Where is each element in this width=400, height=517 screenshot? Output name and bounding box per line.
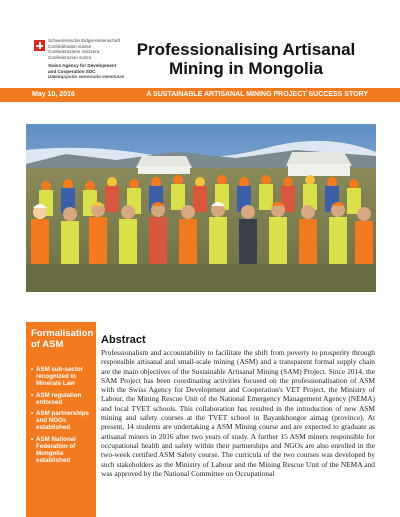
- confederation-name-fr: Confédération suisse: [48, 43, 92, 49]
- confederation-name-rm: Confederaziun svizra: [48, 54, 92, 60]
- agency-names: [48, 63, 130, 80]
- publication-date: May 10, 2016: [32, 91, 75, 98]
- group-photo: [26, 124, 376, 292]
- agency-name-line-2: and Cooperation SDC: [48, 68, 96, 74]
- page-title: [128, 40, 364, 78]
- swiss-flag-icon: [34, 40, 45, 51]
- title-line-2: Mining in Mongolia: [169, 59, 323, 78]
- sidebar-title-line-1: Formalisation: [31, 328, 94, 339]
- group-photo-illustration: [26, 124, 376, 292]
- orange-info-band: [0, 88, 400, 102]
- list-item: • ASM National Federation of Mongolia established: [31, 436, 95, 465]
- abstract-heading: Abstract: [101, 334, 146, 346]
- list-item: • ASM regulation enforced: [31, 392, 95, 406]
- title-line-1: Professionalising Artisanal: [136, 40, 356, 59]
- sidebar-title: [31, 328, 93, 350]
- sidebar-list: [31, 366, 95, 468]
- list-item: • ASM sub-sector recognized in Minerals Law: [31, 366, 95, 388]
- confederation-name-it: Confederazione Svizzera: [48, 49, 100, 55]
- key-facts-sidebar: [26, 322, 96, 517]
- list-item: • ASM partnerships and NGOs established: [31, 410, 95, 432]
- sidebar-title-line-2: of ASM: [31, 339, 64, 350]
- success-story-tagline: A SUSTAINABLE ARTISANAL MINING PROJECT SUCCESS STORY: [146, 91, 368, 98]
- confederation-name-de: Schweizerische Eidgenossenschaft: [48, 38, 121, 43]
- agency-name-mongolian: Швейцарийн хөгжлийн агентлаг: [48, 74, 125, 80]
- abstract-body: Professionalism and accountability to facilitate the shift from poverty to prosperity through responsible artisanal and small-scale mining (ASM) and a transparent formal supply chain are the main objectives of the Sustainable Artisanal Mining (SAM) Project. Since 2014, the SAM Project has been coordinating activities focused on the professionalisation of ASM with the Swiss Agency for Development and Cooperation's VET Project, the Ministry of Labour, the Mining Rescue Unit of the National Emergency Management Agency (NEMA) and local TVET schools. This collaboration has resulted in the introduction of new ASM mining and safety courses at the TVET school in Bayankhongor aimag (province). At present, 14 students are undertaking a ASM Mining course and are expected to graduate as artisanal miners in 2016 after two years of study. A further 15 ASM miners responsible for occupational health and safety within their partnerships and NGOs are also enrolled in the two-week certified ASM Safety course. The curricula of the two courses was developed by such stakeholders as the Ministry of Labour and the Mining Rescue Unit of the NEMA and was approved by the National Committee on Occupational: [101, 348, 375, 478]
- page-header: [0, 0, 400, 88]
- confederation-names: [48, 38, 128, 60]
- agency-name-line-1: Swiss Agency for Development: [48, 63, 117, 68]
